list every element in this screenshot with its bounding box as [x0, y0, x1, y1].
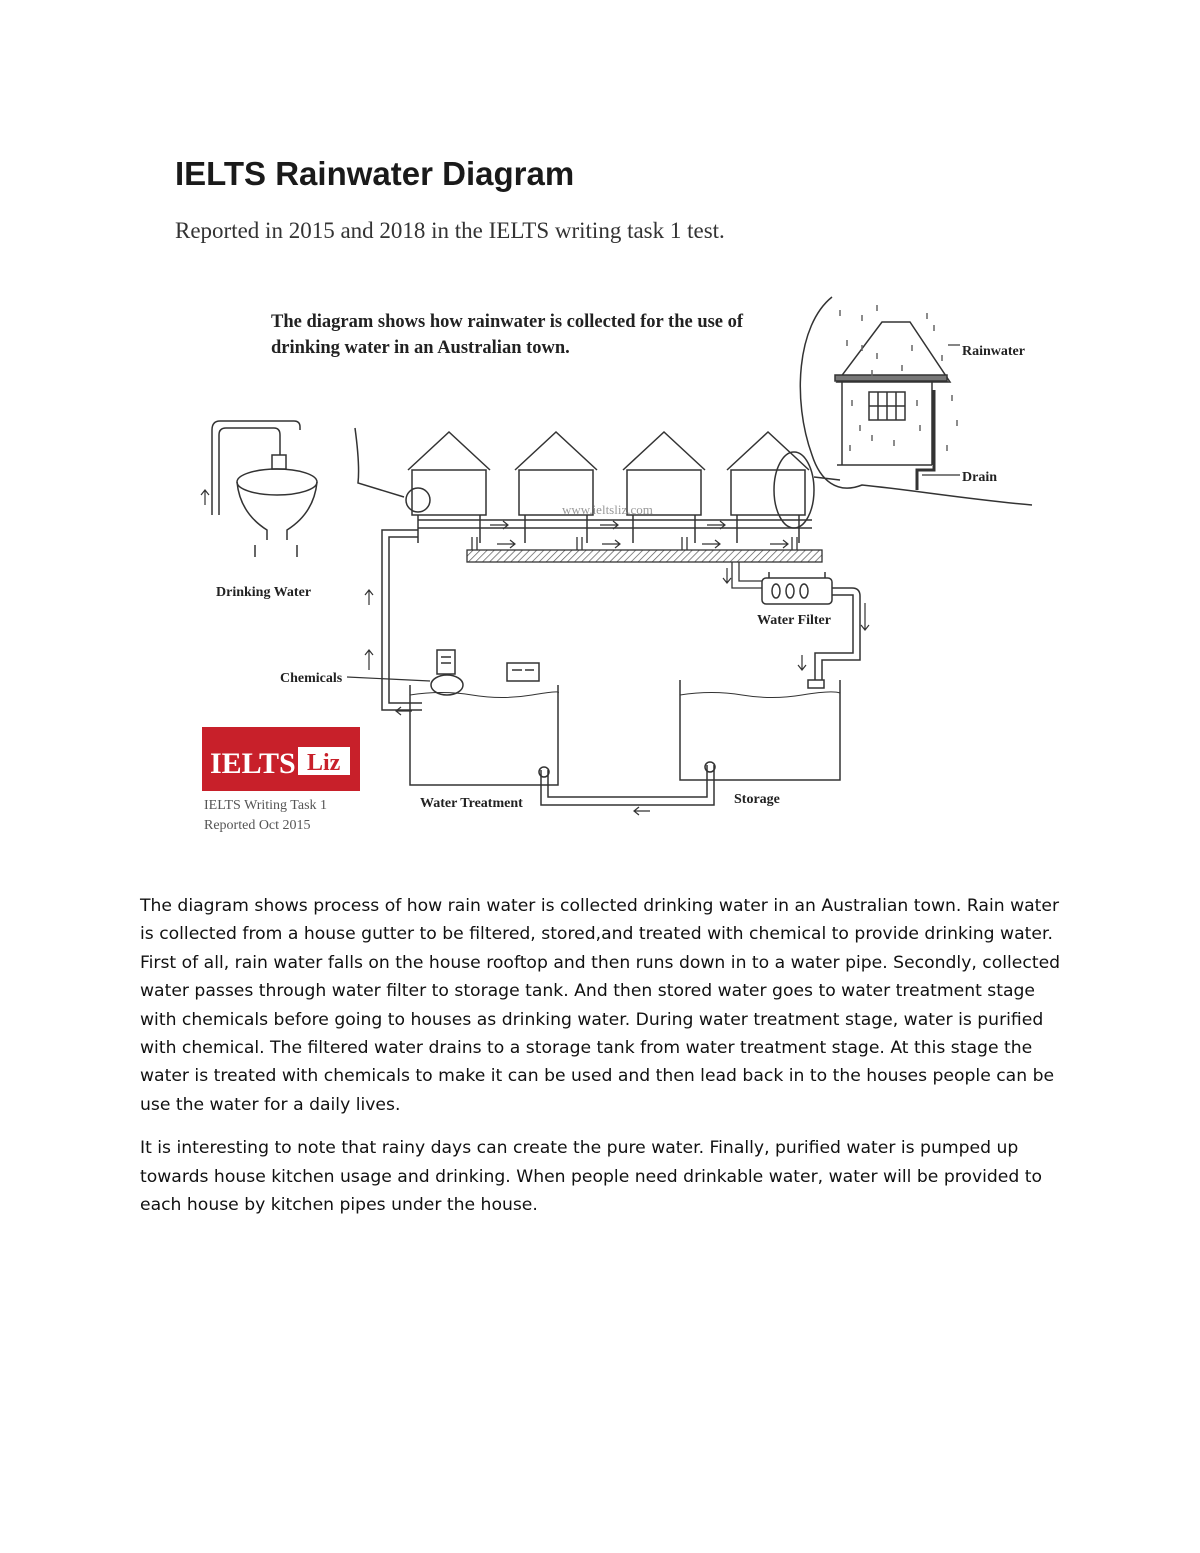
- diagram-watermark: www.ieltsliz.com: [562, 502, 653, 517]
- label-water-treatment: Water Treatment: [420, 796, 523, 811]
- house-row: [406, 432, 840, 543]
- house-4: [727, 432, 809, 543]
- drinking-water-tap: [212, 421, 404, 557]
- label-drinking-water: Drinking Water: [216, 585, 312, 600]
- chemicals-dispenser: [431, 675, 463, 695]
- storage-to-treatment-pipe: [539, 762, 715, 805]
- essay-body: [140, 892, 1075, 1234]
- storage-tank: [680, 680, 840, 780]
- logo-note-line1: IELTS Writing Task 1: [204, 798, 328, 813]
- logo-text-badge: Liz: [307, 750, 341, 776]
- house-supply-pipe: [382, 520, 812, 710]
- house-4-gutter-highlight: [774, 452, 814, 528]
- essay-paragraph-1: The diagram shows process of how rain water is collected drinking water in an Australian town. Rain water is collected from a house gutter to be filtered, stored,and treated with chemical to provide drinking water. First of all, rain water falls on the house rooftop and then runs down in to a water pipe. Secondly, collected water passes through water filter to storage tank. And then stored water goes to water treatment stage with chemicals before going to houses as drinking water. During water treatment stage, water is purified with chemical. The filtered water drains to a storage tank from water treatment stage. At this stage the water is treated with chemicals to make it can be used and then lead back in to the houses people can be use the water for a daily lives.: [140, 896, 1061, 1115]
- diagram-caption-line1: The diagram shows how rainwater is collected for the use of: [271, 312, 744, 332]
- house-1-pipe-highlight: [406, 488, 430, 512]
- house-3: [623, 432, 705, 543]
- document-subtitle: Reported in 2015 and 2018 in the IELTS writing task 1 test.: [175, 218, 725, 243]
- label-rainwater: Rainwater: [962, 344, 1025, 359]
- rainwater-diagram: [172, 285, 1047, 845]
- document-title: IELTS Rainwater Diagram: [175, 155, 575, 192]
- logo-note-line2: Reported Oct 2015: [204, 818, 311, 833]
- ielts-liz-logo: [202, 727, 360, 791]
- label-storage: Storage: [734, 792, 780, 807]
- house-2: [515, 432, 597, 543]
- essay-paragraph-2: It is interesting to note that rainy days can create the pure water. Finally, purified water is pumped up towards house kitchen usage and drinking. When people need drinkable water, water will be provided to each house by kitchen pipes under the house.: [140, 1138, 1043, 1216]
- collection-pipe: [467, 550, 822, 562]
- logo-text-main: IELTS: [210, 747, 296, 780]
- label-chemicals: Chemicals: [280, 671, 343, 686]
- label-drain: Drain: [962, 470, 997, 485]
- water-treatment-tank: [410, 650, 558, 785]
- diagram-caption-line2: drinking water in an Australian town.: [271, 338, 570, 358]
- label-water-filter: Water Filter: [757, 613, 831, 628]
